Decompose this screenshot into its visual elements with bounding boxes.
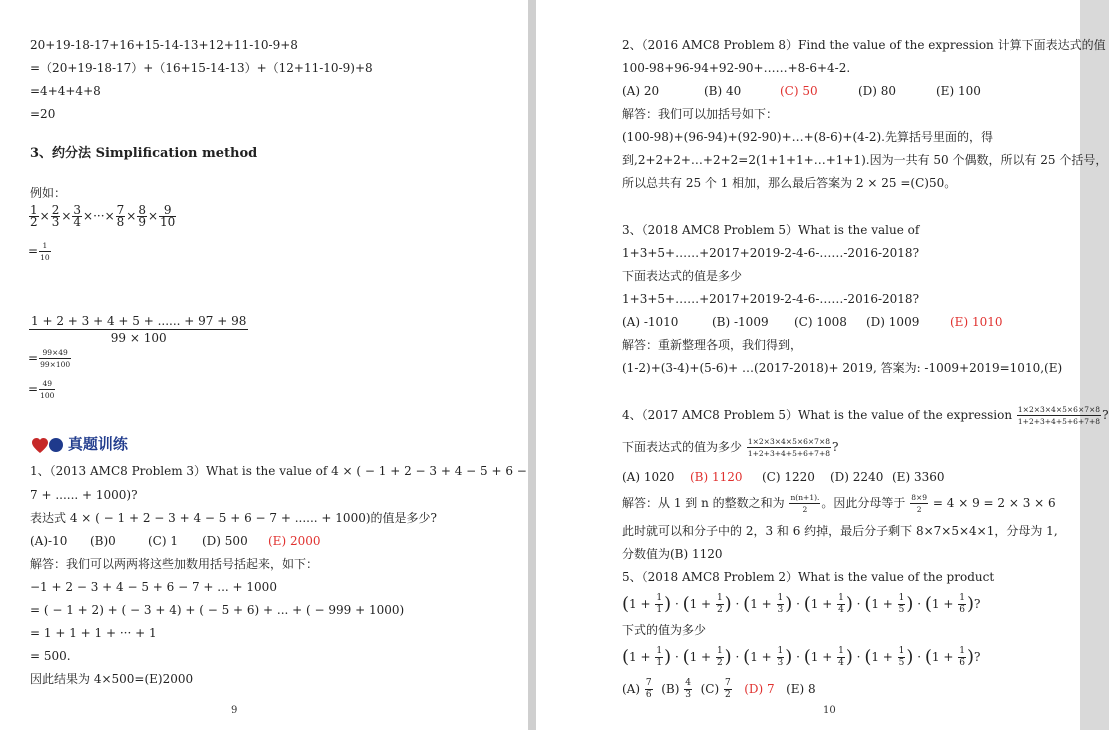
fraction: $\frac{n(n+1).}{2}$ [790, 493, 820, 514]
fraction: $\frac{1\times 2\times 3\times 4\times 5\times 6\times 7\times 8}{1+2+3+4+5+6+7+8}$ [1017, 405, 1101, 426]
q5-line-1: 5、（2018 AMC8 Problem 2）What is the value of the product [622, 570, 995, 584]
q4-chinese: 下面表达式的值为多少 $\frac{1\times 2\times 3\times 4\times 5\times 6\times 7\times 8}{1+2+3+4+5+6+7+8}$ ? [622, 437, 839, 458]
q1-answer-1: 解答：我们可以两两将这些加数用括号括起来，如下： [30, 557, 319, 571]
q2-line-1: 2、（2016 AMC8 Problem 8）Find the value of the expression 计算下面表达式的值 [622, 38, 1106, 52]
q1-option-d: (D) 500 [202, 534, 248, 548]
q3-options [622, 314, 1002, 330]
page-10 [536, 0, 1109, 730]
q1-line-2: 7 + ...... + 1000)? [30, 488, 138, 502]
q4-line-1: 4、（2017 AMC8 Problem 5）What is the value of the expression $\frac{1\times 2\times 3\times 4\times 5\times 6\times 7\times 8}{1+2+3+4+5+6+7+8}$ ? [622, 405, 1109, 426]
q1-answer-2: −1 + 2 − 3 + 4 − 5 + 6 − 7 + ... + 1000 [30, 580, 277, 594]
q3-chinese: 下面表达式的值是多少 [622, 269, 743, 283]
q5-chinese: 下式的值为多少 [622, 623, 707, 637]
q4-option-a: (A) 1020 [622, 470, 675, 484]
q3-option-d: (D) 1009 [866, 315, 920, 329]
q2-options [622, 83, 981, 99]
q4-options [622, 469, 944, 485]
q1-answer-5: = 500. [30, 649, 71, 663]
q5-option-e: (E) 8 [786, 682, 816, 696]
q5-options: (A) $\frac{7}{6}$ (B) $\frac{4}{3}$ (C) $\frac{7}{2}$ (D) 7 (E) 8 [622, 678, 816, 700]
example-2-step-2: = $\frac{49}{100}$ [28, 379, 55, 400]
q1-options [30, 533, 320, 549]
fraction: $\frac{1}{10}$ [40, 241, 50, 262]
section-heading-practice [32, 434, 128, 455]
q5-product: (1 + $\frac{1}{1}$ ) · (1 + $\frac{1}{2}$ ) · (1 + $\frac{1}{3}$ ) · (1 + $\frac{1}{4}$ ) · (1 + $\frac{1}{5}$ ) · (1 + $\frac{1}{6}$ )? [622, 593, 981, 615]
q3-answer-2: (1-2)+(3-4)+(5-6)+ …(2017-2018)+ 2019, 答案为: -1009+2019=1010,(E) [622, 361, 1063, 375]
q3-line-3: 1+3+5+……+2017+2019-2-4-6-……-2016-2018? [622, 292, 919, 306]
q4-option-d: (D) 2240 [830, 470, 884, 484]
fraction: $\frac{3}{4}$ [73, 203, 82, 229]
fraction: $\frac{99\times 49}{99\times 100}$ [40, 348, 71, 369]
q1-chinese: 表达式 4 × ( − 1 + 2 − 3 + 4 − 5 + 6 − 7 + ...... + 1000)的值是多少? [30, 511, 437, 525]
page-9 [0, 0, 528, 730]
section-heading-simplification: 3、约分法 Simplification method [30, 146, 258, 161]
q5-option-a: (A) [622, 682, 641, 696]
q2-answer-4: 所以总共有 25 个 1 相加，那么最后答案为 2 × 25 =(C)50。 [622, 176, 957, 190]
fraction: $\frac{2}{3}$ [51, 203, 60, 229]
q2-answer-1: 解答：我们可以加括号如下： [622, 107, 779, 121]
calc-line-1: 20+19-18-17+16+15-14-13+12+11-10-9+8 [30, 38, 298, 52]
q4-option-e: (E) 3360 [892, 470, 945, 484]
q3-option-e-answer: (E) 1010 [950, 315, 1003, 329]
q2-option-e: (E) 100 [936, 84, 981, 98]
example-label: 例如： [30, 186, 67, 200]
calc-line-4: =20 [30, 107, 56, 121]
q2-option-c-answer: (C) 50 [780, 84, 818, 98]
fraction: $\frac{1}{2}$ [30, 203, 38, 229]
q1-option-b: (B)0 [90, 534, 116, 548]
q5-product-repeat: (1 + $\frac{1}{1}$ ) · (1 + $\frac{1}{2}$ ) · (1 + $\frac{1}{3}$ ) · (1 + $\frac{1}{4}$ ) · (1 + $\frac{1}{5}$ ) · (1 + $\frac{1}{6}$ )? [622, 646, 981, 668]
q4-option-b-answer: (B) 1120 [690, 470, 743, 484]
example-2-fraction: $\frac{1 + 2 + 3 + 4 + 5 + ...... + 97 + 98}{99 \times 100}$ [31, 314, 247, 345]
q2-option-d: (D) 80 [858, 84, 897, 98]
q4-answer-2: 此时就可以和分子中的 2，3 和 6 约掉，最后分子剩下 8×7×5×4×1，分母为 1, [622, 524, 1058, 538]
example-1-result: = $\frac{1}{10}$ [28, 241, 50, 262]
q4-option-c: (C) 1220 [762, 470, 815, 484]
example-1-product: $\frac{1}{2}$ × $\frac{2}{3}$ × $\frac{3}{4}$ ×···× $\frac{7}{8}$ × $\frac{8}{9}$ × $\frac{9}{10}$ [30, 203, 176, 229]
q2-option-b: (B) 40 [704, 84, 742, 98]
fraction: $\frac{9}{10}$ [160, 203, 176, 229]
calc-line-2: =（20+19-18-17）+（16+15-14-13）+（12+11-10-9)+8 [30, 61, 373, 75]
fraction: $\frac{8}{9}$ [138, 203, 146, 229]
q2-answer-2: (100-98)+(96-94)+(92-90)+…+(8-6)+(4-2).先算括号里面的，得 [622, 130, 993, 144]
page-number: 10 [823, 705, 836, 716]
fraction: $\frac{8\times 9}{2}$ [911, 493, 928, 514]
practice-heading-text: 真题训练 [67, 435, 128, 453]
q1-option-c: (C) 1 [148, 534, 178, 548]
q2-option-a: (A) 20 [622, 84, 660, 98]
q3-option-c: (C) 1008 [794, 315, 847, 329]
page-gutter [528, 0, 536, 730]
q2-answer-3: 到,2+2+2+…+2+2=2(1+1+1+…+1+1).因为一共有 50 个偶数，所以有 25 个括号， [622, 153, 1108, 167]
heart-bullet-icon [32, 438, 64, 454]
q3-answer-1: 解答：重新整理各项，我们得到， [622, 338, 803, 352]
q1-line-1: 1、（2013 AMC8 Problem 3）What is the value of 4 × ( − 1 + 2 − 3 + 4 − 5 + 6 − [30, 464, 527, 478]
q1-option-e-answer: (E) 2000 [268, 534, 321, 548]
q4-answer-3: 分数值为(B) 1120 [622, 547, 723, 561]
q4-answer-1: 解答：从 1 到 n 的整数之和为 $\frac{n(n+1).}{2}$ 。因此分母等于 $\frac{8\times 9}{2}$ = 4 × 9 = 2 × 3 × 6 [622, 493, 1056, 514]
q2-line-2: 100-98+96-94+92-90+……+8-6+4-2. [622, 61, 851, 75]
q1-answer-3: = ( − 1 + 2) + ( − 3 + 4) + ( − 5 + 6) + ... + ( − 999 + 1000) [30, 603, 405, 617]
fraction: $\frac{7}{8}$ [116, 203, 125, 229]
q3-option-a: (A) -1010 [622, 315, 679, 329]
q3-option-b: (B) -1009 [712, 315, 769, 329]
q5-option-d-answer: (D) 7 [744, 682, 775, 696]
page-number: 9 [231, 705, 238, 716]
q1-answer-4: = 1 + 1 + 1 + ··· + 1 [30, 626, 157, 640]
q5-option-b: (B) [661, 682, 680, 696]
fraction: $\frac{49}{100}$ [40, 379, 55, 400]
q1-answer-6: 因此结果为 4×500=(E)2000 [30, 672, 194, 686]
q5-option-c: (C) [700, 682, 720, 696]
q3-line-1: 3、（2018 AMC8 Problem 5）What is the value of [622, 223, 920, 237]
q1-option-a: (A)-10 [30, 534, 68, 548]
example-2-step-1: = $\frac{99\times 49}{99\times 100}$ [28, 348, 71, 369]
fraction: $\frac{1\times 2\times 3\times 4\times 5\times 6\times 7\times 8}{1+2+3+4+5+6+7+8}$ [747, 437, 831, 458]
q3-line-2: 1+3+5+……+2017+2019-2-4-6-……-2016-2018? [622, 246, 919, 260]
calc-line-3: =4+4+4+8 [30, 84, 101, 98]
